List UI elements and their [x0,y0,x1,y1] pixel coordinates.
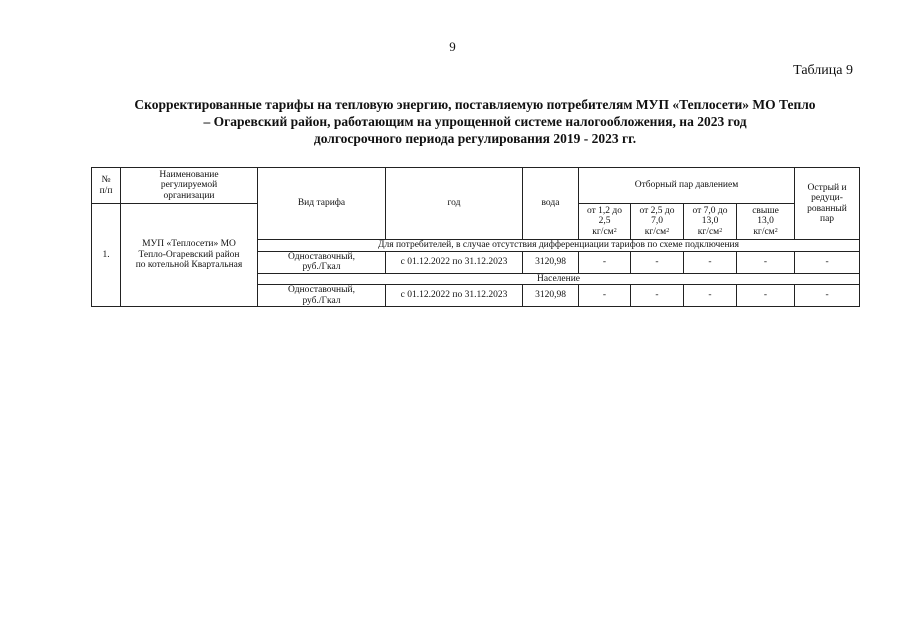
steam-exp-4: 2 [774,227,778,234]
header-sharp-steam: Острый и редуци- рованный пар [795,168,860,240]
steam-range-4: свыше 13,0 [752,205,779,227]
steam-cell: - [737,251,795,273]
steam-unit-4: кг/см [753,226,775,237]
steam-cell: - [631,285,684,307]
header-steam-col-2 [631,204,684,240]
water-cell: 3120,98 [523,285,579,307]
tariff-type-cell: Одноставочный, руб./Гкал [258,251,386,273]
table-caption: Таблица 9 [793,63,853,78]
header-steam-group: Отборный пар давлением [579,168,795,204]
steam-exp-1: 2 [613,227,617,234]
header-num: № п/п [92,168,121,204]
section-label-1: Для потребителей, в случае отсутствия дифференциации тарифов по схеме подключения [258,240,860,252]
steam-cell: - [579,251,631,273]
tariff-type-cell: Одноставочный, руб./Гкал [258,285,386,307]
steam-range-1: от 1,2 до 2,5 [587,205,622,227]
steam-cell: - [684,251,737,273]
steam-cell: - [631,251,684,273]
steam-exp-3: 2 [719,227,723,234]
header-org: Наименование регулируемой организации [121,168,258,204]
steam-unit-3: кг/см [697,226,720,237]
tariff-table [91,167,860,307]
steam-unit-2: кг/см [644,226,667,237]
steam-range-2: от 2,5 до 7,0 [639,205,675,227]
header-tariff-type: Вид тарифа [258,168,386,240]
page-number: 9 [449,39,456,54]
title-line-1: Скорректированные тарифы на тепловую энергию, поставляемую потребителям МУП «Теплосети» МО Тепло [134,97,816,112]
title-line-2: – Огаревский район, работающим на упрощенной системе налогообложения, на 2023 год [203,114,747,129]
title-line-3: долгосрочного периода регулирования 2019 - 2023 гг. [313,131,637,146]
header-water: вода [523,168,579,240]
steam-cell: - [684,285,737,307]
period-cell: с 01.12.2022 по 31.12.2023 [386,251,523,273]
water-cell: 3120,98 [523,251,579,273]
header-steam-col-4 [737,204,795,240]
header-steam-col-1 [579,204,631,240]
header-year: год [386,168,523,240]
period-cell: с 01.12.2022 по 31.12.2023 [386,285,523,307]
sharp-steam-cell: - [795,251,860,273]
steam-cell: - [579,285,631,307]
section-label-2: Население [258,273,860,285]
steam-cell: - [737,285,795,307]
document-title [80,96,870,147]
header-row-1 [92,168,860,204]
header-steam-col-3 [684,204,737,240]
steam-exp-2: 2 [666,227,670,234]
org-name: МУП «Теплосети» МО Тепло-Огаревский район по котельной Квартальная [121,204,258,307]
row-num: 1. [92,204,121,307]
sharp-steam-cell: - [795,285,860,307]
steam-unit-1: кг/см [592,226,614,237]
steam-range-3: от 7,0 до 13,0 [692,205,728,227]
